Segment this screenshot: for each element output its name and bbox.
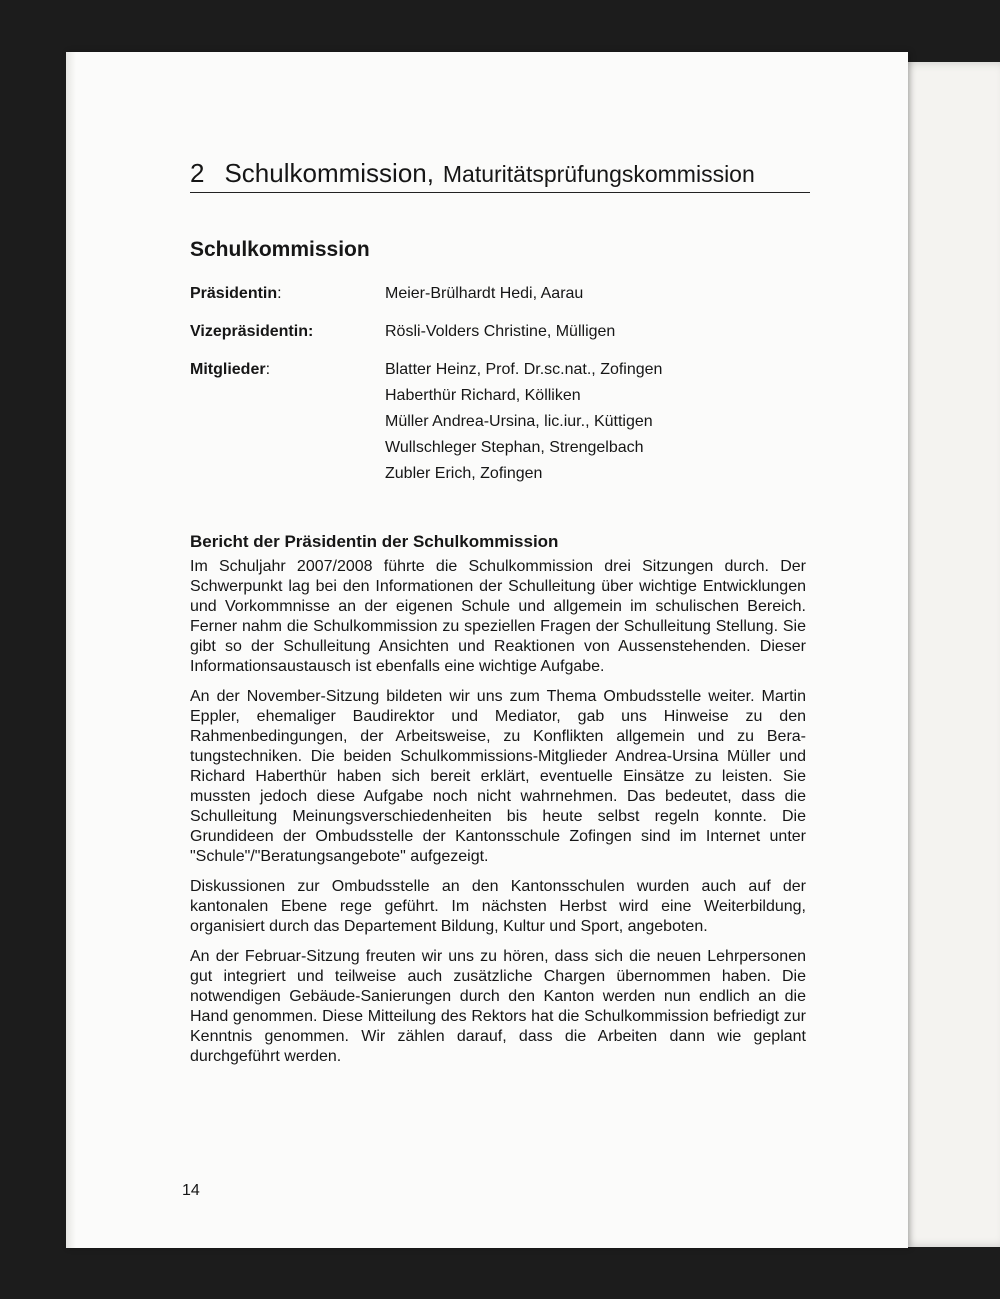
member-names	[385, 281, 583, 307]
role-label-text: Mitglieder	[190, 361, 266, 378]
member-name: Rösli-Volders Christine, Mülligen	[385, 323, 616, 340]
member-group-vice-president	[190, 319, 806, 345]
role-label: Vizepräsidentin:	[190, 323, 314, 340]
role-label-text: Präsidentin	[190, 285, 278, 302]
member-name: Haberthür Richard, Kölliken	[385, 387, 581, 404]
chapter-heading	[190, 156, 810, 193]
chapter-number: 2	[190, 158, 205, 188]
document-page	[66, 52, 908, 1248]
page-content	[190, 156, 806, 1077]
role-label: Präsidentin:	[190, 285, 282, 302]
chapter-title-main: Schulkommission,	[224, 158, 434, 188]
section-heading: Schulkommission	[190, 238, 370, 261]
report-paragraph: An der Februar-Sitzung freuten wir uns zu hören, dass sich die neuen Lehrpersonen gut integriert und teilweise auch zusätzliche Chargen übernommen haben. Die notwendigen Gebäude-Sanierungen durch den Kanton werden nun endlich an die Hand genommen. Diese Mitteilung des Rektors hat die Schulkommission befriedigt zur Kenntnis genommen. Wir zählen darauf, dass die Arbeiten dann wie geplant durchgeführt werden.	[190, 948, 806, 1065]
member-name: Meier-Brülhardt Hedi, Aarau	[385, 285, 584, 302]
role-label-text: Vizepräsidentin	[190, 323, 308, 340]
member-name: Zubler Erich, Zofingen	[385, 465, 543, 482]
report-paragraph: Diskussionen zur Ombudsstelle an den Kantonsschulen wurden auch auf der kantonalen Ebene rege geführt. Im nächsten Herbst wird eine Weiterbildung, organisiert durch das Departement Bildung, Kultur und Sport, angeboten.	[190, 878, 806, 935]
chapter-title-rest: Maturitätsprüfungskommission	[442, 161, 755, 187]
member-names	[385, 357, 662, 487]
role-label: Mitglieder:	[190, 361, 271, 378]
member-name: Blatter Heinz, Prof. Dr.sc.nat., Zofingen	[385, 361, 663, 378]
page-edge-shadow	[66, 52, 76, 1248]
member-names	[385, 319, 615, 345]
page-number: 14	[182, 1182, 200, 1199]
member-group-members	[190, 357, 806, 487]
member-list	[190, 281, 806, 487]
report-paragraph: Im Schuljahr 2007/2008 führte die Schulkommission drei Sitzungen durch. Der Schwerpunkt lag bei den Informationen der Schulleitung über wichtige Entwicklungen und Vorkommnisse an der eigenen Schule und allgemein im schulischen Bereich. Ferner nahm die Schulkommission zu speziellen Fragen der Schulleitung Stellung. Sie gibt so der Schulleitung Ansichten und Reaktionen von Aussenstehenden. Dieser Informationsaustausch ist ebenfalls eine wichtige Aufgabe.	[190, 558, 806, 675]
member-group-president	[190, 281, 806, 307]
member-name: Wullschleger Stephan, Strengelbach	[385, 439, 644, 456]
member-name: Müller Andrea-Ursina, lic.iur., Küttigen	[385, 413, 653, 430]
report-heading: Bericht der Präsidentin der Schulkommission	[190, 532, 559, 551]
facing-page	[900, 62, 1000, 1247]
report-paragraph: An der November-Sitzung bildeten wir uns zum Thema Ombudsstelle weiter. Martin Eppler, ehemaliger Baudirektor und Mediator, gab uns Hinweise zu den Rahmenbedingungen, der Arbeitsweise, zu Konflikten allgemein und zu Beratungstechniken. Die beiden Schulkommissions-Mitglieder Andrea-Ursina Müller und Richard Haberthür haben sich bereit erklärt, eventuelle Einsätze zu leisten. Sie mussten jedoch diese Aufgabe noch nicht wahrnehmen. Das bedeutet, dass die Schulleitung Meinungsverschiedenheiten bis heute selbst regeln konnte. Die Grundideen der Ombudsstelle der Kantonsschule Zofingen sind im Internet unter "Schule"/"Beratungsangebote" aufgezeigt.	[190, 688, 806, 865]
